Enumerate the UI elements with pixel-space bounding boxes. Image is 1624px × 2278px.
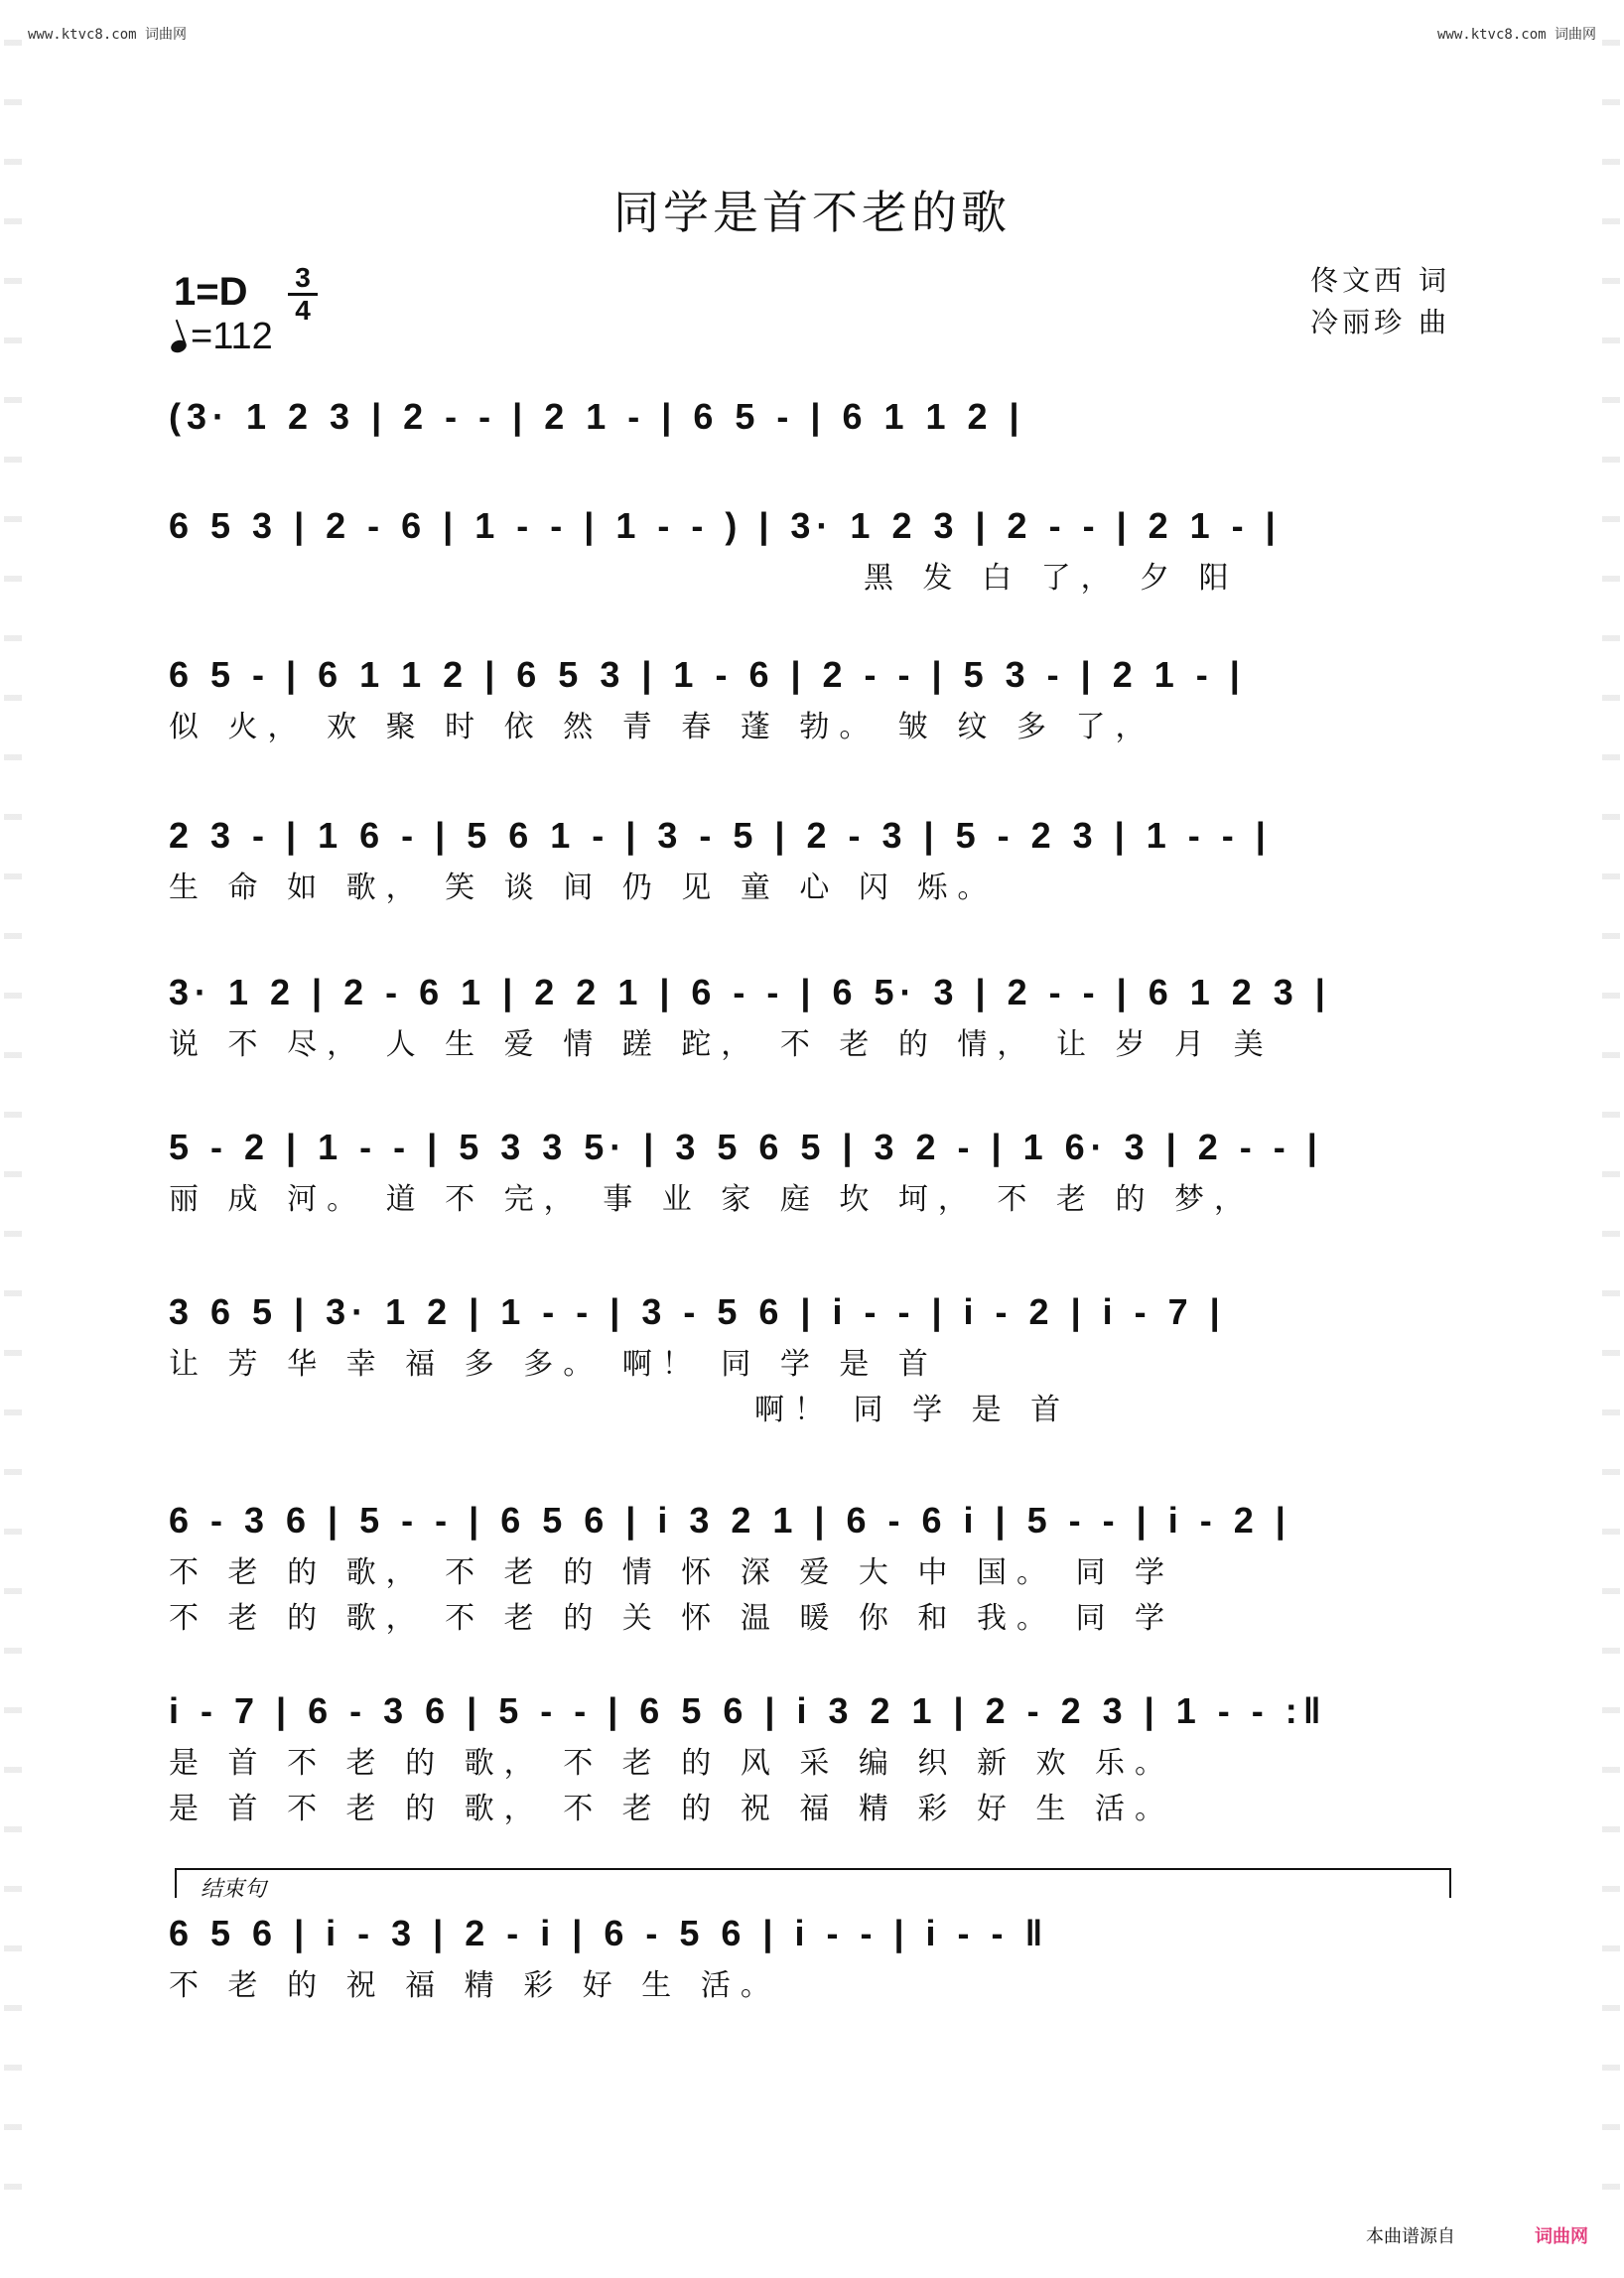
time-signature	[288, 264, 318, 325]
lyric-line: 似 火， 欢 聚 时 依 然 青 春 蓬 勃。 皱 纹 多 了，	[169, 710, 1155, 744]
source-label: 本曲谱源自	[1366, 2226, 1455, 2247]
lyricist-credit: 佟文西 词	[1310, 264, 1450, 297]
time-signature-bottom: 4	[295, 295, 311, 326]
left-margin-watermark	[4, 40, 22, 2238]
tempo-marking	[171, 316, 273, 358]
key-signature: 1=D	[174, 270, 248, 314]
right-margin-watermark	[1602, 40, 1620, 2238]
lyric-line: 不 老 的 祝 福 精 彩 好 生 活。	[169, 1968, 780, 2003]
lyric-line: 黑 发 白 了， 夕 阳	[864, 561, 1239, 596]
score-system	[169, 645, 1455, 750]
score-system	[169, 496, 1455, 602]
ending-label: 结束句	[201, 1877, 267, 1902]
song-title: 同学是首不老的歌	[613, 186, 1011, 239]
score-system	[169, 1118, 1455, 1223]
score-system	[169, 1282, 1455, 1433]
site-header-right: www.ktvc8.com 词曲网	[1436, 27, 1596, 43]
notation-line: 5 - 2 | 1 - - | 5 3 3 5· | 3 5 6 5 | 3 2 - | 1 6· 3 | 2 - - |	[169, 1127, 1323, 1167]
score-system	[169, 387, 1455, 447]
score-system	[169, 806, 1455, 911]
score-system	[169, 963, 1455, 1068]
notation-line: 3 6 5 | 3· 1 2 | 1 - - | 3 - 5 6 | i - - | i - 2 | i - 7 |	[169, 1291, 1226, 1332]
quarter-note-icon	[169, 338, 188, 355]
lyric-line: 不 老 的 歌， 不 老 的 情 怀 深 爱 大 中 国。 同 学	[169, 1555, 1175, 1590]
lyric-line: 啊！ 同 学 是 首	[754, 1393, 1071, 1427]
notation-line: 6 5 - | 6 1 1 2 | 6 5 3 | 1 - 6 | 2 - - | 5 3 - | 2 1 - |	[169, 654, 1246, 695]
lyric-line: 让 芳 华 幸 福 多 多。 啊！ 同 学 是 首	[169, 1347, 938, 1382]
lyric-line: 是 首 不 老 的 歌， 不 老 的 风 采 编 织 新 欢 乐。	[169, 1746, 1175, 1781]
composer-credit: 冷丽珍 曲	[1310, 306, 1450, 338]
lyric-line: 说 不 尽， 人 生 爱 情 蹉 跎， 不 老 的 情， 让 岁 月 美	[169, 1027, 1274, 1062]
notation-line: 6 5 6 | i - 3 | 2 - i | 6 - 5 6 | i - - | i - - ‖	[169, 1913, 1049, 1953]
score-system	[169, 1681, 1455, 1832]
time-signature-top: 3	[295, 262, 311, 293]
lyric-line: 是 首 不 老 的 歌， 不 老 的 祝 福 精 彩 好 生 活。	[169, 1792, 1175, 1826]
credits	[1310, 260, 1450, 343]
tempo-value: =112	[191, 316, 273, 357]
score-system	[169, 1491, 1455, 1642]
notation-line: 6 5 3 | 2 - 6 | 1 - - | 1 - - ) | 3· 1 2 3 | 2 - - | 2 1 - |	[169, 505, 1282, 546]
lyric-line: 生 命 如 歌， 笑 谈 间 仍 见 童 心 闪 烁。	[169, 871, 998, 905]
notation-line: 6 - 3 6 | 5 - - | 6 5 6 | i 3 2 1 | 6 - 6 i | 5 - - | i - 2 |	[169, 1500, 1291, 1541]
site-header-left: www.ktvc8.com 词曲网	[28, 27, 188, 43]
notation-line: (3· 1 2 3 | 2 - - | 2 1 - | 6 5 - | 6 1 1 2 |	[169, 396, 1025, 437]
ending-bracket	[175, 1868, 1451, 1898]
page-footer	[1366, 2222, 1588, 2248]
notation-line: i - 7 | 6 - 3 6 | 5 - - | 6 5 6 | i 3 2 1 | 2 - 2 3 | 1 - - :‖	[169, 1690, 1327, 1731]
notation-line: 2 3 - | 1 6 - | 5 6 1 - | 3 - 5 | 2 - 3 | 5 - 2 3 | 1 - - |	[169, 815, 1272, 856]
lyric-line: 丽 成 河。 道 不 完， 事 业 家 庭 坎 坷， 不 老 的 梦，	[169, 1182, 1255, 1217]
lyric-line: 不 老 的 歌， 不 老 的 关 怀 温 暖 你 和 我。 同 学	[169, 1601, 1175, 1636]
score-system	[169, 1904, 1455, 2009]
brand-link[interactable]: 词曲网	[1535, 2226, 1588, 2247]
notation-line: 3· 1 2 | 2 - 6 1 | 2 2 1 | 6 - - | 6 5· 3 | 2 - - | 6 1 2 3 |	[169, 972, 1331, 1012]
